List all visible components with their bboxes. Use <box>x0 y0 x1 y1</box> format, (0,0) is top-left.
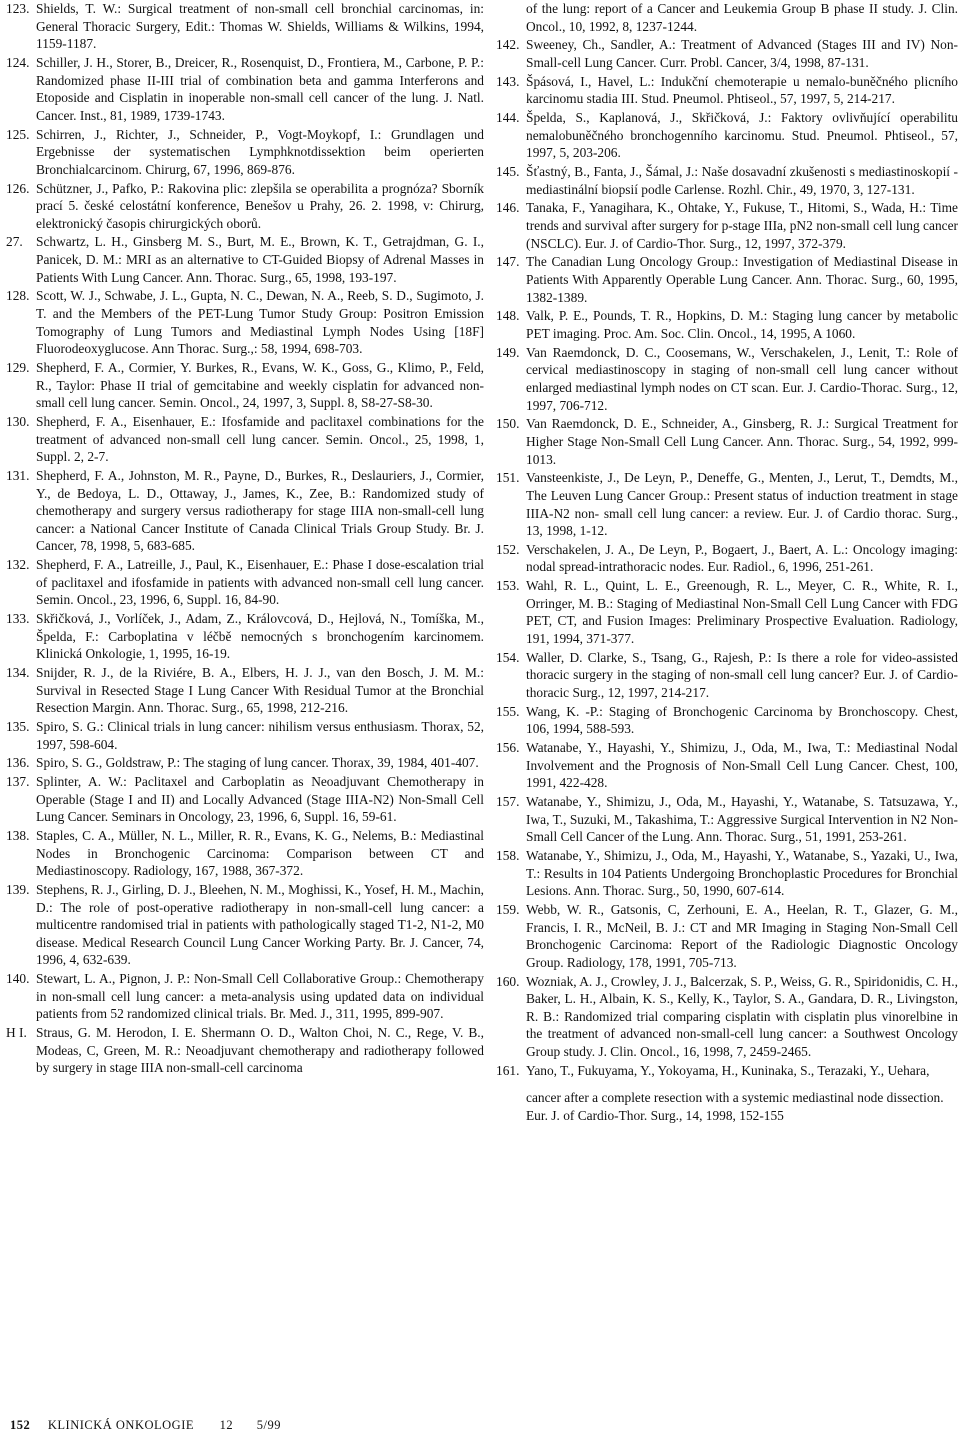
reference-entry <box>6 54 484 124</box>
reference-entry <box>6 467 484 555</box>
reference-entry <box>496 253 958 306</box>
reference-text: Stephens, R. J., Girling, D. J., Bleehen, N. M., Moghissi, K., Yosef, H. M., Machin, D.: The role of post-operative radiotherapy in non-small-cell lung cancer: a multicentre randomised trial in patients with pathologically staged T1-2, N1-2, M0 disease. Medical Research Council Lung Cancer Working Party. Br. J. Cancer, 74, 1996, 4, 632-639. <box>36 882 484 968</box>
reference-text: Schützner, J., Pafko, P.: Rakovina plic: zlepšila se operabilita a prognóza? Sborník prací 5. české celostátní konference, Benešov u Prahy, 26. 2. 1998, v: Chirurg, elektronický časopis chirurgických oborů. <box>36 180 484 231</box>
reference-text: Schwartz, L. H., Ginsberg M. S., Burt, M. E., Brown, K. T., Getrajdman, G. I., Panicek, D. M.: MRI as an alternative to CT-Guided Biopsy of Adrenal Masses in Patients With Lung Cancer. Ann. Thorac. Surg., 65, 1998, 193-197. <box>36 234 484 285</box>
reference-number: 153. <box>496 578 520 594</box>
reference-number: 144. <box>496 110 520 126</box>
reference-entry <box>496 0 958 35</box>
reference-text: Yano, T., Fukuyama, Y., Yokoyama, H., Kuninaka, S., Terazaki, Y., Uehara, <box>526 1062 930 1078</box>
reference-entry <box>496 109 958 162</box>
reference-entry <box>496 199 958 252</box>
reference-number: 131. <box>6 467 30 483</box>
reference-number: 126. <box>6 180 30 196</box>
reference-number: 157. <box>496 794 520 810</box>
reference-number: 156. <box>496 740 520 756</box>
page-footer <box>10 1418 281 1433</box>
reference-entry <box>6 233 484 286</box>
reference-entry <box>496 73 958 108</box>
reference-number: 151. <box>496 470 520 486</box>
reference-text: Van Raemdonck, D. E., Schneider, A., Ginsberg, R. J.: Surgical Treatment for Higher Stage Non-Small Cell Lung Cancer. Ann. Thorac. Surg., 54, 1992, 999-1013. <box>526 416 958 467</box>
reference-entry <box>496 901 958 971</box>
reference-text: Watanabe, Y., Shimizu, J., Oda, M., Hayashi, Y., Watanabe, S. Tatsuzawa, Y., Iwa, T., Suzuki, M., Takashima, T.: Aggressive Surgical Intervention in N2 Non-Small Cell Cancer of the Lung. Ann. Thorac. Surg., 51, 1991, 253-261. <box>526 794 958 845</box>
reference-entry <box>496 415 958 468</box>
reference-number: 147. <box>496 254 520 270</box>
reference-number: 150. <box>496 416 520 432</box>
reference-number: 123. <box>6 1 30 16</box>
reference-entry <box>496 344 958 414</box>
reference-number: 158. <box>496 848 520 864</box>
reference-continuation: cancer after a complete resection with a systemic mediastinal node dissection. Eur. J. of Cardio-Thor. Surg., 14, 1998, 152-155 <box>526 1090 944 1123</box>
references-left-column <box>6 0 484 1078</box>
reference-text: Špásová, I., Havel, L.: Indukční chemoterapie u nemalo-buněčného plicního karcinomu stadia III. Stud. Pneumol. Phtiseol., 57, 1997, 5, 214-217. <box>526 73 958 107</box>
reference-entry <box>6 1024 484 1077</box>
reference-text: Stewart, L. A., Pignon, J. P.: Non-Small Cell Collaborative Group.: Chemotherapy in non-small cell lung cancer: a meta-analysis using updated data on individual patients from 52 randomized clinical trials. Br. Med. J., 311, 1995, 899-907. <box>36 971 484 1022</box>
reference-entry <box>496 541 958 576</box>
references-right-column <box>496 0 958 1125</box>
reference-entry <box>496 847 958 900</box>
reference-number: 137. <box>6 774 30 790</box>
reference-entry <box>6 126 484 179</box>
reference-number: 155. <box>496 703 520 719</box>
reference-entry <box>6 180 484 233</box>
reference-entry <box>6 773 484 826</box>
reference-number: 124. <box>6 54 30 70</box>
reference-entry <box>6 556 484 609</box>
reference-entry <box>6 970 484 1023</box>
reference-number: 161. <box>496 1062 520 1078</box>
reference-text: Webb, W. R., Gatsonis, C, Zerhouni, E. A., Heelan, R. T., Glazer, G. M., Francis, I. R., McNeil, B. J.: CT and MR Imaging in Staging Non-Small Cell Bronchogenic Carcinoma: Report of the Radiologic Diagnostic Oncology Group. Radiology, 178, 1991, 705-713. <box>526 902 958 970</box>
reference-text: Spiro, S. G.: Clinical trials in lung cancer: nihilism versus enthusiasm. Thorax, 52, 1997, 598-604. <box>36 719 484 752</box>
reference-text: Shepherd, F. A., Johnston, M. R., Payne, D., Burkes, R., Deslauriers, J., Cormier, Y., de Bedoya, L. D., Ottaway, J., James, K., Zee, B.: Randomized study of chemotherapy and surgery versus radiotherapy for stage IIIA non-small-cell lung cancer: a National Cancer Institute of Canada Clinical Trials Group Study. Br. J. Cancer, 78, 1998, 5, 683-685. <box>36 467 484 554</box>
reference-entry <box>496 739 958 792</box>
reference-text: Wozniak, A. J., Crowley, J. J., Balcerzak, S. P., Weiss, G. R., Spiridonidis, C. H., Baker, L. H., Albain, K. S., Kelly, K., Taylor, S. A., Gandara, D. R., Livingston, R. B.: Randomized trial comparing cisplatin with cisplatin plus vinorelbine in the treatment of advanced non-small-cell lung cancer: a Southwest Oncology Group study. J. Clin. Oncol., 16, 1998, 7, 2459-2465. <box>526 973 958 1059</box>
reference-text: Watanabe, Y., Shimizu, J., Oda, M., Hayashi, Y., Watanabe, S., Yazaki, U., Iwa, T.: Results in 104 Patients Undergoing Bronchoplastic Procedures for Bronchial Lesions. Ann. Thorac. Surg., 50, 1990, 607-614. <box>526 848 958 899</box>
reference-text: Skřičková, J., Vorlíček, J., Adam, Z., Královcová, D., Hejlová, N., Tomíška, M., Špelda, F.: Carboplatina v léčbě nemocných s bronchogením karcinomem. Klinická Onkologie, 1, 1995, 16-19. <box>36 611 484 662</box>
reference-entry <box>496 703 958 738</box>
reference-entry <box>496 163 958 198</box>
reference-number: 148. <box>496 308 520 324</box>
reference-text: Waller, D. Clarke, S., Tsang, G., Rajesh, P.: Is there a role for video-assisted thoracic surgery in the staging of non-small cell lung cancer? Eur. J. of Cardio-thoracic Surg., 12, 1997, 214-217. <box>526 649 958 700</box>
reference-text: Šťastný, B., Fanta, J., Šámal, J.: Naše dosavadní zkušenosti s mediastinoskopií - mediastinální biopsií podle Carlense. Rozhl. Chir., 49, 1970, 3, 127-131. <box>526 164 958 197</box>
reference-number: 143. <box>496 73 520 89</box>
reference-text: The Canadian Lung Oncology Group.: Investigation of Mediastinal Disease in Patients With Apparently Operable Lung Cancer. Ann. Thorac. Surg., 60, 1995, 1382-1389. <box>526 254 958 305</box>
reference-number: 149. <box>496 344 520 360</box>
reference-text: Wang, K. -P.: Staging of Bronchogenic Carcinoma by Bronchoscopy. Chest, 106, 1994, 588-593. <box>526 703 958 737</box>
reference-text: Valk, P. E., Pounds, T. R., Hopkins, D. M.: Staging lung cancer by metabolic PET imaging. Proc. Am. Soc. Clin. Oncol., 14, 1995, A 1060. <box>526 308 958 341</box>
journal-issue: 5/99 <box>256 1418 281 1432</box>
reference-text: Schirren, J., Richter, J., Schneider, P., Vogt-Moykopf, I.: Grundlagen und Ergebnisse der systematischen Lymphknotdissektion beim operierten Bronchialcarcinom. Chirurg, 67, 1996, 869-876. <box>36 126 484 177</box>
reference-text: Sweeney, Ch., Sandler, A.: Treatment of Advanced (Stages III and IV) Non-Small-cell Lung Cancer. Curr. Probl. Cancer, 3/4, 1998, 87-131. <box>526 37 958 70</box>
reference-number: 134. <box>6 665 30 681</box>
reference-text: Wahl, R. L., Quint, L. E., Greenough, R. L., Meyer, C. R., White, R. I., Orringer, M. B.: Staging of Mediastinal Non-Small Cell Lung Cancer with FDG PET, CT, and Fusion Images: Preliminary Prospective Evaluation. Radiology, 191, 1994, 371-377. <box>526 578 958 647</box>
reference-entry <box>496 469 958 539</box>
reference-entry <box>6 287 484 357</box>
reference-text: Špelda, S., Kaplanová, J., Skřičková, J.: Faktory ovlivňující operabilitu nemalobuněčného bronchogenního karcinomu. Stud. Pneumol. Phtiseol., 57, 1997, 5, 203-206. <box>526 110 958 161</box>
reference-text: Schiller, J. H., Storer, B., Dreicer, R., Rosenquist, D., Frontiera, M., Carbone, P. P.: Randomized phase II-III trial of combination beta and gamma Interferons and Etoposide and Cisplatin in inoperable non-small cell cancer of the lung. J. Natl. Cancer. Inst., 81, 1989, 1739-1743. <box>36 54 484 123</box>
reference-entry <box>6 827 484 880</box>
reference-number: 152. <box>496 541 520 557</box>
reference-entry <box>496 307 958 342</box>
right-reference-list <box>496 0 958 1079</box>
reference-number: 136. <box>6 755 30 771</box>
reference-text: Splinter, A. W.: Paclitaxel and Carboplatin as Neoadjuvant Chemotherapy in Operable (Stage I and II) and Locally Advanced (Stage IIIA-N2) Non-Small Cell Lung Cancer. Seminars in Oncology, 23, 1996, 6, Suppl. 16, 59-61. <box>36 774 484 825</box>
reference-entry <box>496 973 958 1061</box>
reference-number: 130. <box>6 413 30 429</box>
reference-number: 129. <box>6 360 30 375</box>
reference-number: 154. <box>496 649 520 665</box>
reference-entry <box>496 1062 958 1080</box>
reference-number: 132. <box>6 557 30 573</box>
reference-entry <box>6 718 484 753</box>
reference-text: Vansteenkiste, J., De Leyn, P., Deneffe, G., Menten, J., Lerut, T., Demdts, M., The Leuven Lung Cancer Group.: Present status of induction treatment in stage IIIA-N2 non- small cell lung cancer: a review. Eur. J. of Cardio thorac. Surg., 13, 1998, 1-12. <box>526 470 958 539</box>
reference-entry <box>496 649 958 702</box>
page-number: 152 <box>10 1418 31 1432</box>
reference-text: Shepherd, F. A., Eisenhauer, E.: Ifosfamide and paclitaxel combinations for the treatment of advanced non-small cell lung cancer. Semin. Oncol., 25, 1998, 1, Suppl. 2, 2-7. <box>36 413 484 465</box>
reference-text: of the lung: report of a Cancer and Leukemia Group B phase II study. J. Clin. Oncol., 10, 1992, 8, 1237-1244. <box>526 1 958 34</box>
reference-number: 138. <box>6 828 30 844</box>
reference-number: 159. <box>496 902 520 918</box>
reference-number: 139. <box>6 882 30 898</box>
reference-entry <box>6 413 484 466</box>
reference-text: Shepherd, F. A., Cormier, Y. Burkes, R., Evans, W. K., Goss, G., Klimo, P., Feld, R., Taylor: Phase II trial of gemcitabine and weekly cisplatin for advanced non-small cell lung cancer. Semin. Oncol., 24, 1997, 3, Suppl. 8, S8-27-S8-30. <box>36 360 484 411</box>
reference-number: H I. <box>6 1025 27 1041</box>
reference-entry <box>6 610 484 663</box>
reference-text: Tanaka, F., Yanagihara, K., Ohtake, Y., Fukuse, T., Hitomi, S., Wada, H.: Time trends and survival after surgery for p-stage IIIa, pN2 non-small cell lung cancer (NSCLC). Eur. J. of Cardio-Thor. Surg., 12, 1997, 372-379. <box>526 200 958 251</box>
reference-number: 142. <box>496 37 520 53</box>
reference-entry <box>496 793 958 846</box>
reference-number: 125. <box>6 126 30 142</box>
reference-entry <box>6 359 484 412</box>
reference-number: 133. <box>6 611 30 627</box>
reference-text: Scott, W. J., Schwabe, J. L., Gupta, N. C., Dewan, N. A., Reeb, S. D., Sugimoto, J. T. and the Members of the PET-Lung Tumor Study Group: Positron Emission Tomography of Lung Tumors and Mediastinal Lymph Nodes Using [18F] Fluorodeoxyglucose. Ann Thorac. Surg.,: 58, 1994, 698-703. <box>36 288 484 357</box>
journal-name: KLINICKÁ ONKOLOGIE <box>47 1418 195 1432</box>
reference-text: Watanabe, Y., Hayashi, Y., Shimizu, J., Oda, M., Iwa, T.: Mediastinal Nodal Involvement and the Prognosis of Non-Small Cell Lung Cancer. Chest, 100, 1991, 422-428. <box>526 740 958 791</box>
reference-text: Shields, T. W.: Surgical treatment of non-small cell bronchial carcinomas, in: General Thoracic Surgery, Edit.: Thomas W. Shields, Williams & Wilkins, 1994, 1159-1187. <box>36 1 484 52</box>
reference-number: 146. <box>496 200 520 216</box>
reference-text: Spiro, S. G., Goldstraw, P.: The staging of lung cancer. Thorax, 39, 1984, 401-407. <box>36 755 479 771</box>
reference-text: Straus, G. M. Herodon, I. E. Shermann O. D., Walton Choi, N. C., Rege, V. B., Modeas, C, Green, M. R.: Neoadjuvant chemotherapy and radiotherapy followed by surgery in stage IIIA non-small-cell carcinoma <box>36 1025 484 1076</box>
reference-number: 128. <box>6 288 30 304</box>
reference-text: Snijder, R. J., de la Riviére, B. A., Elbers, H. J. J., van den Bosch, J. M. M.: Survival in Resected Stage I Lung Cancer With Residual Tumor at the Bronchial Resection Margin. Ann. Thorac. Surg., 65, 1998, 212-216. <box>36 665 484 716</box>
reference-text: Van Raemdonck, D. C., Coosemans, W., Verschakelen, J., Lenit, T.: Role of cervical mediastinoscopy in staging of non-small cell lung cancer without enlarged mediastinal lymph nodes on CT scan. Eur. J. Cardio-Thorac. Surg., 12, 1997, 706-712. <box>526 344 958 413</box>
reference-entry <box>6 664 484 717</box>
journal-volume: 12 <box>219 1418 234 1432</box>
reference-entry <box>6 0 484 53</box>
reference-entry <box>6 881 484 969</box>
reference-entry <box>6 754 484 772</box>
reference-entry <box>496 36 958 71</box>
reference-number: 160. <box>496 973 520 989</box>
reference-number: 27. <box>6 234 23 250</box>
reference-number: 145. <box>496 164 520 180</box>
reference-number: 140. <box>6 971 30 987</box>
reference-text: Staples, C. A., Müller, N. L., Miller, R. R., Evans, K. G., Nelems, B.: Mediastinal Nodes in Bronchogenic Carcinoma: Comparison between CT and Mediastinoscopy. Radiology, 167, 1988, 367-372. <box>36 828 484 879</box>
reference-text: Verschakelen, J. A., De Leyn, P., Bogaert, J., Baert, A. L.: Oncology imaging: nodal spread-intrathoracic nodes. Eur. Radiol., 6, 1996, 251-261. <box>526 541 958 575</box>
reference-number: 135. <box>6 719 30 734</box>
reference-text: Shepherd, F. A., Latreille, J., Paul, K., Eisenhauer, E.: Phase I dose-escalation trial of paclitaxel and ifosfamide in patients with advanced non-small cell lung cancer. Semin. Oncol., 23, 1996, 6, Suppl. 16, 84-90. <box>36 557 484 608</box>
reference-entry <box>496 577 958 647</box>
